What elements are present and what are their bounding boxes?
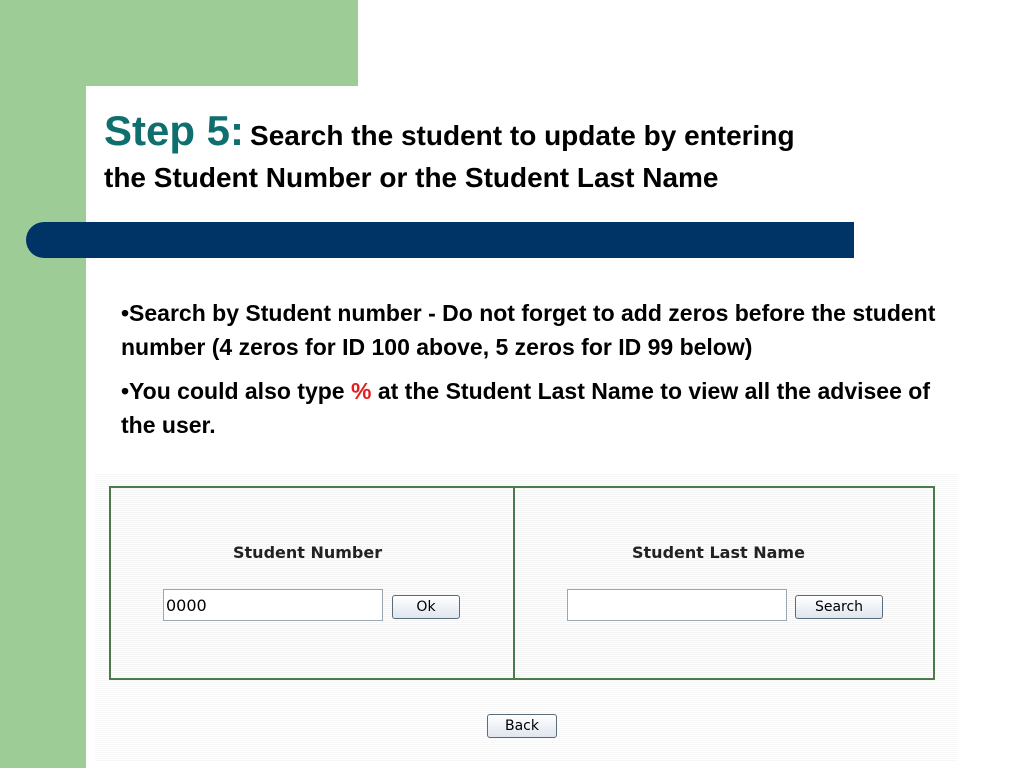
column-divider xyxy=(513,488,515,678)
green-top-band xyxy=(0,0,358,86)
student-number-label: Student Number xyxy=(233,543,383,562)
student-last-name-input[interactable] xyxy=(567,589,787,621)
bullet-item-search-number: •Search by Student number - Do not forget to add zeros before the student number (4 zeros for ID 100 above, 5 zeros for ID 99 below) xyxy=(121,300,936,360)
bullet-list xyxy=(121,296,961,452)
title-line1: Search the student to update by entering xyxy=(250,120,795,151)
ok-button[interactable]: Ok xyxy=(392,595,460,619)
slide-title xyxy=(104,107,984,199)
title-underline-bar xyxy=(26,222,854,258)
green-side-band xyxy=(0,0,86,768)
search-form-screenshot xyxy=(95,474,957,762)
search-button[interactable]: Search xyxy=(795,595,883,619)
back-button[interactable]: Back xyxy=(487,714,557,738)
title-line2: the Student Number or the Student Last Name xyxy=(104,162,719,193)
bullet2-text-start: •You could also type xyxy=(121,378,351,404)
bullet2-text-end: at the Student Last Name to view all the advisee of the user. xyxy=(121,378,930,438)
student-number-input[interactable] xyxy=(163,589,383,621)
bullet-item-percent xyxy=(121,374,961,442)
student-last-name-label: Student Last Name xyxy=(632,543,805,562)
title-step: Step 5: xyxy=(104,107,245,154)
percent-symbol: % xyxy=(351,378,372,404)
search-form xyxy=(109,486,935,680)
